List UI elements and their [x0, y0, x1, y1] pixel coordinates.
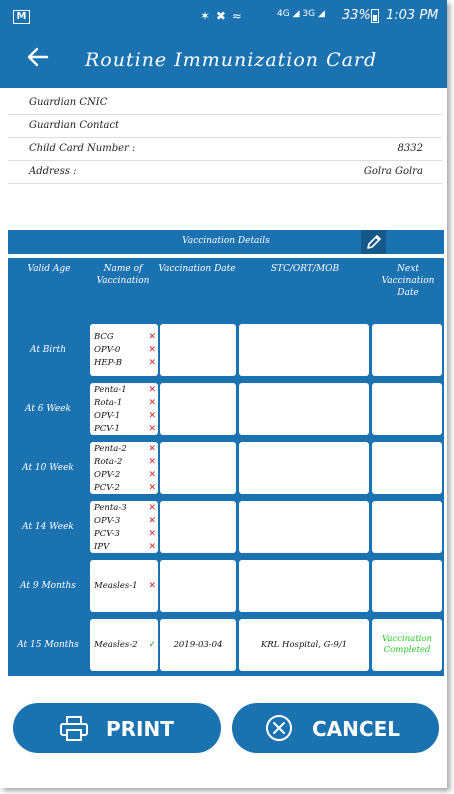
print-label: PRINT	[106, 717, 174, 741]
cross-icon: ✕	[148, 457, 156, 467]
table-row	[8, 438, 444, 497]
stc-cell[interactable]	[239, 324, 369, 376]
vaccine-item	[90, 443, 158, 456]
vaccine-item	[90, 344, 158, 357]
valid-age-cell: At 9 Months	[20, 580, 76, 591]
cancel-button[interactable]	[232, 703, 439, 753]
cross-icon: ✕	[148, 398, 156, 408]
vaccine-item	[90, 515, 158, 528]
vaccine-name: IPV	[94, 542, 110, 552]
vaccine-name: OPV-3	[94, 516, 121, 526]
valid-age-cell: At 6 Week	[24, 403, 72, 414]
cross-icon: ✕	[148, 503, 156, 513]
signal-icons	[277, 9, 325, 19]
cross-icon: ✕	[148, 444, 156, 454]
cross-icon: ✕	[148, 529, 156, 539]
stc-cell[interactable]	[239, 560, 369, 612]
col-stc-ort-mob: STC/ORT/MOB	[270, 264, 340, 274]
valid-age-cell: At 10 Week	[22, 462, 74, 473]
valid-age-cell: At 15 Months	[17, 639, 79, 650]
page-title: Routine Immunization Card	[85, 49, 378, 71]
vaccine-name: BCG	[94, 332, 114, 342]
vaccine-item	[90, 423, 158, 436]
info-row-address	[8, 161, 442, 184]
col-next-date: Next Vaccination Date	[381, 264, 435, 298]
next-date-cell[interactable]	[372, 383, 442, 435]
vaccine-name: Measles-2	[94, 640, 138, 650]
info-value: 8332	[397, 143, 423, 154]
vaccine-item	[90, 331, 158, 344]
notification-m-icon: M	[13, 10, 30, 24]
vaccination-date-cell[interactable]	[160, 560, 236, 612]
stc-cell[interactable]	[239, 383, 369, 435]
vaccination-date-cell[interactable]	[160, 324, 236, 376]
mute-icon: ✖	[215, 9, 227, 23]
vaccine-name: Measles-1	[94, 581, 138, 591]
next-date-cell[interactable]	[372, 442, 442, 494]
col-valid-age: Valid Age	[27, 264, 71, 274]
next-date-cell[interactable]	[372, 560, 442, 612]
vaccine-item	[90, 397, 158, 410]
wifi-icon: ≈	[231, 9, 243, 23]
vaccine-item	[90, 384, 158, 397]
vaccine-list-cell	[90, 442, 158, 494]
table-row	[8, 379, 444, 438]
info-label: Guardian Contact	[29, 120, 120, 131]
vaccination-details-header	[8, 230, 444, 254]
vaccine-name: Rota-1	[94, 398, 123, 408]
cross-icon: ✕	[148, 385, 156, 395]
stc-cell[interactable]	[239, 442, 369, 494]
info-value: Golra Golra	[363, 166, 423, 177]
vaccine-item	[90, 357, 158, 370]
stc-text: KRL Hospital, G-9/1	[260, 640, 348, 650]
vaccine-name: PCV-2	[94, 483, 120, 493]
cross-icon: ✕	[148, 424, 156, 434]
vaccine-name: HEP-B	[94, 358, 122, 368]
stc-cell[interactable]	[239, 619, 369, 671]
cancel-label: CANCEL	[312, 717, 400, 741]
clock: 1:03 PM	[386, 8, 439, 23]
valid-age-cell: At 14 Week	[22, 521, 74, 532]
vaccination-date-cell[interactable]	[160, 619, 236, 671]
section-title: Vaccination Details	[182, 236, 270, 246]
cross-icon: ✕	[148, 345, 156, 355]
signal-bars-icon: ◢	[292, 9, 300, 19]
vaccine-item	[90, 410, 158, 423]
vaccine-item	[90, 580, 158, 593]
printer-icon	[59, 715, 89, 742]
vaccine-item	[90, 502, 158, 515]
status-bar	[0, 0, 447, 34]
col-vaccination-name: Name of Vaccination	[96, 264, 150, 286]
vaccination-date-cell[interactable]	[160, 383, 236, 435]
vaccination-date-cell[interactable]	[160, 442, 236, 494]
table-row	[8, 320, 444, 379]
vaccine-item	[90, 469, 158, 482]
vaccine-name: OPV-1	[94, 411, 121, 421]
valid-age-cell: At Birth	[29, 344, 67, 355]
vaccine-item	[90, 482, 158, 495]
back-button[interactable]	[27, 46, 49, 74]
vaccine-name: OPV-2	[94, 470, 121, 480]
next-date-cell[interactable]	[372, 501, 442, 553]
vaccine-name: Penta-2	[94, 444, 127, 454]
vaccine-item	[90, 639, 158, 652]
vaccine-list-cell	[90, 560, 158, 612]
battery-icon	[371, 9, 379, 23]
cross-icon: ✕	[148, 542, 156, 552]
vaccine-list-cell	[90, 383, 158, 435]
info-row-card-number	[8, 138, 442, 161]
vaccine-list-cell	[90, 619, 158, 671]
table-row	[8, 556, 444, 615]
info-row-guardian-contact	[8, 115, 442, 138]
cross-icon: ✕	[148, 581, 156, 591]
vaccine-item	[90, 541, 158, 554]
next-date-cell[interactable]	[372, 324, 442, 376]
stc-cell[interactable]	[239, 501, 369, 553]
vaccine-item	[90, 456, 158, 469]
network-3g: 3G	[302, 9, 316, 19]
vaccine-name: PCV-1	[94, 424, 120, 434]
arrow-left-icon	[27, 46, 49, 68]
vaccine-list-cell	[90, 501, 158, 553]
table-row	[8, 615, 444, 674]
cross-icon: ✕	[148, 483, 156, 493]
pencil-icon	[361, 230, 386, 254]
vaccine-name: Penta-3	[94, 503, 127, 513]
vaccination-date-cell[interactable]	[160, 501, 236, 553]
next-date-cell[interactable]	[372, 619, 442, 671]
vaccine-name: Penta-1	[94, 385, 127, 395]
vaccine-name: Rota-2	[94, 457, 123, 467]
info-label: Address :	[29, 166, 77, 177]
signal-bars-icon-2: ◢	[317, 9, 325, 19]
table-row	[8, 497, 444, 556]
info-label: Guardian CNIC	[29, 97, 108, 108]
cross-icon: ✕	[148, 332, 156, 342]
col-vaccination-date: Vaccination Date	[158, 264, 236, 274]
info-label: Child Card Number :	[29, 143, 136, 154]
print-button[interactable]	[13, 703, 221, 753]
table-header	[8, 258, 444, 320]
vaccine-list-cell	[90, 324, 158, 376]
bluetooth-icon: ✶	[200, 9, 212, 23]
vaccine-item	[90, 528, 158, 541]
network-4g: 4G	[277, 9, 290, 19]
edit-button[interactable]	[361, 230, 386, 254]
vaccine-name: OPV-0	[94, 345, 121, 355]
cross-icon: ✕	[148, 516, 156, 526]
vaccination-date-text: 2019-03-04	[173, 640, 223, 650]
close-circle-icon	[265, 714, 293, 742]
vaccine-name: PCV-3	[94, 529, 120, 539]
cross-icon: ✕	[148, 411, 156, 421]
info-row-guardian-cnic	[8, 92, 442, 115]
vaccination-table	[8, 320, 444, 676]
check-icon: ✓	[148, 640, 156, 650]
app-bar	[0, 34, 447, 88]
child-info	[8, 92, 442, 184]
next-date-text: Vaccination Completed	[382, 634, 432, 655]
battery-percent: 33%	[342, 8, 371, 23]
cross-icon: ✕	[148, 470, 156, 480]
cross-icon: ✕	[148, 358, 156, 368]
status-icons	[200, 9, 243, 23]
